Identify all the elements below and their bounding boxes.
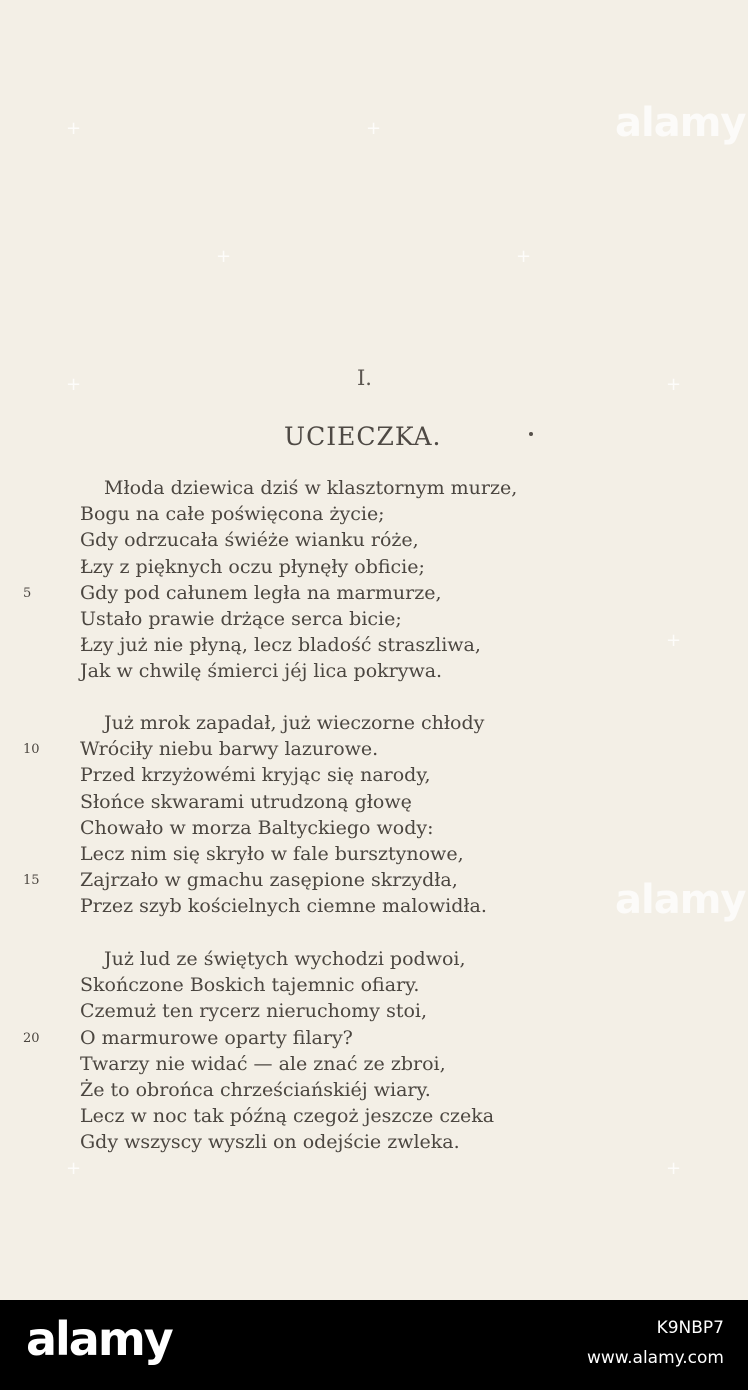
poem-line: Przed krzyżowémi kryjąc się narody,: [80, 764, 431, 787]
poem-line: Lecz nim się skryło w fale bursztynowe,: [80, 843, 464, 865]
watermark-plus-icon: +: [666, 630, 682, 651]
poem-line: Gdy odrzucała świéże wianku róże,: [80, 529, 419, 552]
poem-line: Łzy już nie płyną, lecz bladość straszliwa,: [80, 634, 481, 657]
poem-line: Twarzy nie widać — ale znać ze zbroi,: [80, 1052, 446, 1075]
section-number: I.: [357, 366, 372, 390]
watermark-logo: alamy: [615, 877, 746, 923]
watermark-plus-icon: +: [216, 246, 232, 267]
poem-line: Że to obrońca chrześciańskiéj wiary.: [80, 1079, 431, 1101]
poem-line: Bogu na całe poświęcona życie;: [80, 503, 385, 526]
line-number: 15: [23, 873, 40, 889]
image-id: K9NBP7: [656, 1318, 724, 1338]
watermark-logo: alamy: [615, 100, 746, 146]
poem-line: Skończone Boskich tajemnic ofiary.: [80, 974, 420, 997]
line-number: 10: [23, 742, 40, 758]
watermark-plus-icon: +: [666, 1158, 682, 1179]
watermark-plus-icon: +: [666, 374, 682, 395]
poem-stanza-first-line: Już mrok zapadał, już wieczorne chłody: [104, 712, 485, 734]
poem-line: Jak w chwilę śmierci jéj lica pokrywa.: [80, 660, 443, 683]
line-number: 5: [23, 585, 32, 601]
poem-stanza-first-line: Już lud ze świętych wychodzi podwoi,: [104, 948, 466, 970]
alamy-logo: alamy: [26, 1312, 172, 1366]
watermark-plus-icon: +: [66, 374, 82, 395]
poem-line: Gdy pod całunem legła na marmurze,: [80, 581, 442, 604]
poem-line: Ustało prawie drżące serca bicie;: [80, 608, 402, 630]
poem-line: Przez szyb kościelnych ciemne malowidła.: [80, 895, 487, 918]
poem-line: Chowało w morza Baltyckiego wody:: [80, 816, 434, 839]
poem-line: Wróciły niebu barwy lazurowe.: [80, 738, 379, 761]
poem-line: O marmurowe oparty filary?: [80, 1026, 353, 1049]
poem-stanza-first-line: Młoda dziewica dziś w klasztornym murze,: [104, 477, 518, 499]
poem-line: Zajrzało w gmachu zasępione skrzydła,: [80, 869, 458, 892]
watermark-plus-icon: +: [516, 246, 532, 267]
stock-footer-bar: [0, 1300, 748, 1390]
poem-line: Słońce skwarami utrudzoną głowę: [80, 790, 412, 813]
poem-line: Łzy z pięknych oczu płynęły obficie;: [80, 555, 425, 578]
poem-line: Lecz w noc tak późną czegoż jeszcze czeka: [80, 1105, 495, 1128]
watermark-plus-icon: +: [66, 118, 82, 139]
chapter-title: UCIECZKA.: [284, 422, 442, 451]
watermark-plus-icon: +: [66, 1158, 82, 1179]
poem-line: Gdy wszyscy wyszli on odejście zwleka.: [80, 1131, 460, 1154]
print-speck: [529, 432, 533, 436]
watermark-plus-icon: +: [366, 118, 382, 139]
line-number: 20: [23, 1030, 40, 1046]
site-url: www.alamy.com: [586, 1348, 724, 1368]
poem-line: Czemuż ten rycerz nieruchomy stoi,: [80, 1000, 428, 1023]
